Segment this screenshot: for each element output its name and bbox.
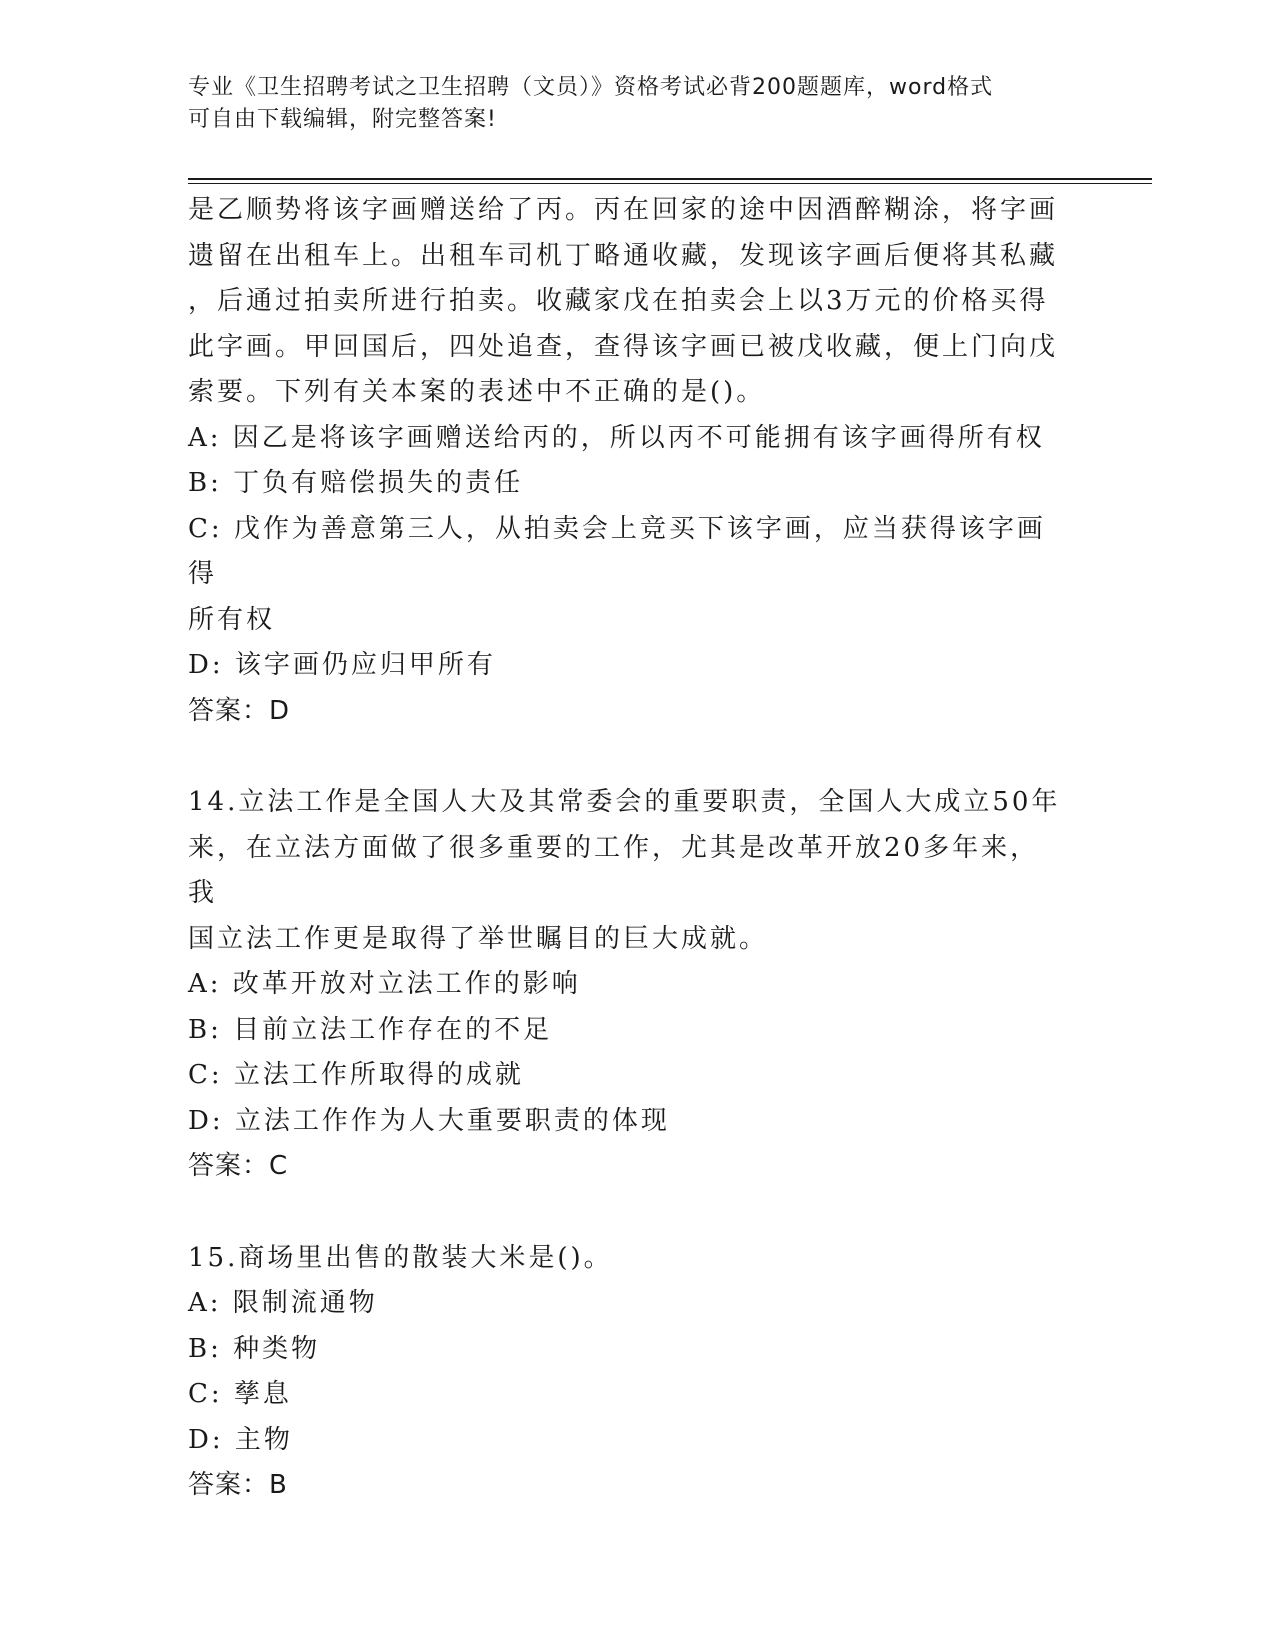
option-d: D: 该字画仍应归甲所有 — [188, 650, 496, 680]
question-stem-line: 索要。下列有关本案的表述中不正确的是()。 — [188, 377, 766, 407]
question-13 — [188, 188, 1068, 734]
answer-label: 答案：B — [188, 1470, 288, 1500]
page-header — [188, 72, 1068, 136]
question-stem-line: 此字画。甲回国后，四处追查，查得该字画已被戊收藏，便上门向戊 — [188, 331, 1059, 362]
question-14 — [188, 780, 1068, 1190]
option-c-continued: 所有权 — [188, 604, 276, 635]
option-a: A: 因乙是将该字画赠送给丙的，所以丙不可能拥有该字画得所有权 — [188, 422, 1045, 453]
answer-label: 答案：C — [188, 1151, 289, 1181]
header-divider-thick — [188, 178, 1152, 180]
option-b: B: 丁负有赔偿损失的责任 — [188, 468, 524, 498]
option-c: C: 戊作为善意第三人，从拍卖会上竞买下该字画，应当获得该字画得 — [188, 513, 1046, 589]
header-line-1: 专业《卫生招聘考试之卫生招聘（文员）》资格考试必背200题题库，word格式 — [188, 75, 994, 100]
question-15 — [188, 1236, 1068, 1509]
header-line-2: 可自由下载编辑，附完整答案! — [188, 107, 497, 132]
question-stem-line: 15.商场里出售的散装大米是()。 — [188, 1242, 613, 1273]
option-c: C: 立法工作所取得的成就 — [188, 1060, 524, 1090]
question-stem-line: 国立法工作更是取得了举世瞩目的巨大成就。 — [188, 923, 769, 954]
option-a: A: 改革开放对立法工作的影响 — [188, 969, 581, 999]
question-stem-line: ，后通过拍卖所进行拍卖。收藏家戊在拍卖会上以3万元的价格买得 — [188, 286, 1049, 316]
option-a: A: 限制流通物 — [188, 1288, 378, 1318]
document-body — [188, 188, 1068, 1509]
question-stem-line: 遗留在出租车上。出租车司机丁略通收藏，发现该字画后便将其私藏 — [188, 240, 1059, 271]
answer-label: 答案：D — [188, 695, 291, 726]
question-stem-line: 是乙顺势将该字画赠送给了丙。丙在回家的途中因酒醉糊涂，将字画 — [188, 195, 1059, 225]
question-spacer — [188, 734, 1068, 780]
option-c: C: 孳息 — [188, 1379, 292, 1409]
question-spacer — [188, 1190, 1068, 1236]
question-stem-line: 来，在立法方面做了很多重要的工作，尤其是改革开放20多年来，我 — [188, 832, 1040, 908]
header-divider-thin — [188, 183, 1152, 184]
option-d: D: 主物 — [188, 1424, 293, 1455]
option-b: B: 目前立法工作存在的不足 — [188, 1014, 553, 1045]
question-stem-line: 14.立法工作是全国人大及其常委会的重要职责，全国人大成立50年 — [188, 787, 1061, 817]
option-d: D: 立法工作作为人大重要职责的体现 — [188, 1105, 670, 1136]
option-b: B: 种类物 — [188, 1333, 321, 1364]
